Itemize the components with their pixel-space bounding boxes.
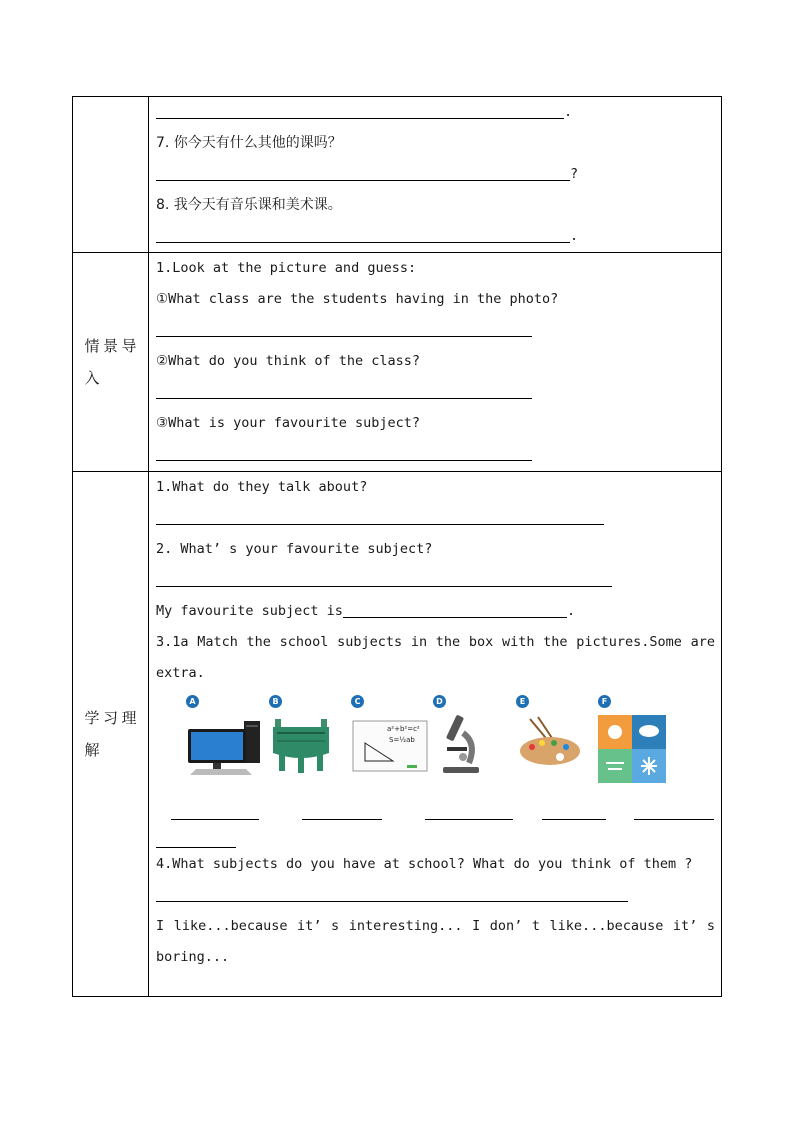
answer-blank[interactable] <box>156 160 570 181</box>
answer-blank[interactable] <box>156 827 236 848</box>
formula-1: a²+b²=c² <box>387 725 420 733</box>
row-content <box>149 472 722 997</box>
letter-badge: D <box>433 695 446 708</box>
picture-a <box>186 695 199 708</box>
row-learning <box>73 472 722 997</box>
row-content <box>149 97 722 253</box>
answer-blank[interactable] <box>425 799 513 820</box>
math-board-icon <box>351 713 431 778</box>
question-1: 1.What do they talk about? <box>156 479 368 495</box>
end-mark: . <box>564 104 573 120</box>
answer-blank[interactable] <box>171 799 259 820</box>
example-sentence: I like...because it’ s interesting... I don’ t like...because it’ s <box>156 918 715 934</box>
picture-e <box>516 695 529 708</box>
letter-badge: F <box>598 695 611 708</box>
answer-blank[interactable] <box>156 440 532 461</box>
answer-line <box>156 315 715 346</box>
answer-line <box>156 880 715 911</box>
picture-d <box>433 695 446 708</box>
letter-badge: A <box>186 695 199 708</box>
question-3-cont: extra. <box>156 665 205 681</box>
microscope-icon <box>433 713 513 778</box>
answer-blank[interactable] <box>156 566 612 587</box>
example-sentence-cont: boring... <box>156 949 230 965</box>
answer-blank[interactable] <box>156 881 628 902</box>
answer-blank[interactable] <box>156 98 564 119</box>
weather-icon <box>598 713 678 783</box>
question-7: 7. 你今天有什么其他的课吗？ <box>156 135 342 151</box>
computer-icon <box>186 713 266 778</box>
favourite-sentence <box>156 596 715 627</box>
answer-blank[interactable] <box>156 504 604 525</box>
row-situation-intro <box>73 253 722 472</box>
answer-blank[interactable] <box>542 799 606 820</box>
worksheet-table <box>72 96 722 997</box>
intro-text: 1.Look at the picture and guess: <box>156 260 417 276</box>
formula-2: S=½ab <box>389 736 415 744</box>
paint-palette-icon <box>516 713 596 778</box>
question-2: ②What do you think of the class? <box>156 353 421 369</box>
answer-line-7 <box>156 159 715 190</box>
end-mark: ? <box>570 166 579 182</box>
end-mark: . <box>566 603 576 619</box>
answer-blank[interactable] <box>156 316 532 337</box>
letter-badge: B <box>269 695 282 708</box>
answer-line <box>156 565 715 596</box>
answer-blank[interactable] <box>156 222 570 243</box>
question-3: ③What is your favourite subject? <box>156 415 421 431</box>
question-3: 3.1a Match the school subjects in the box with the pictures.Some are <box>156 634 715 650</box>
picture-f <box>598 695 611 708</box>
answer-line <box>156 503 715 534</box>
end-mark: . <box>570 228 579 244</box>
answer-line-6 <box>156 97 715 128</box>
question-8: 8. 我今天有音乐课和美术课。 <box>156 197 342 213</box>
answer-line <box>156 439 715 470</box>
row-label <box>73 472 149 997</box>
answer-blank[interactable] <box>156 378 532 399</box>
answer-line <box>156 377 715 408</box>
answer-blank[interactable] <box>302 799 382 820</box>
sentence-prefix: My favourite subject is <box>156 603 343 619</box>
picture-c <box>351 695 420 744</box>
question-1: ①What class are the students having in the photo? <box>156 291 559 307</box>
row-label-empty <box>73 97 149 253</box>
section-label: 情景导入 <box>84 337 137 387</box>
bronze-cauldron-icon <box>269 713 349 778</box>
row-continuation <box>73 97 722 253</box>
question-2: 2. What’ s your favourite subject? <box>156 541 433 557</box>
question-4: 4.What subjects do you have at school? What do you think of them ? <box>156 856 693 872</box>
row-label <box>73 253 149 472</box>
answer-line-8 <box>156 221 715 252</box>
picture-b <box>269 695 282 708</box>
letter-badge: E <box>516 695 529 708</box>
answer-blank[interactable] <box>343 597 567 618</box>
match-answer-row <box>156 799 715 849</box>
section-label: 学习理解 <box>84 709 137 759</box>
picture-row <box>156 689 715 799</box>
answer-blank[interactable] <box>634 799 714 820</box>
row-content <box>149 253 722 472</box>
letter-badge: C <box>351 695 364 708</box>
